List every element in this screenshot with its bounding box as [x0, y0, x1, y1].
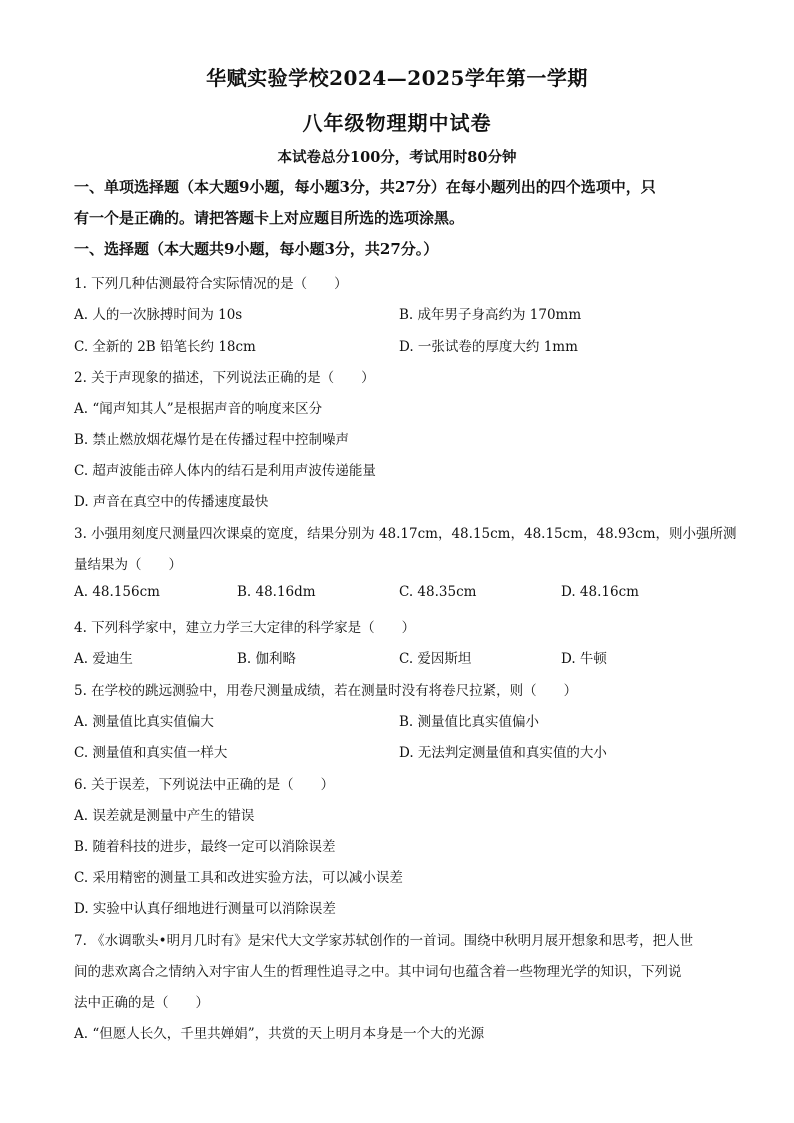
- question-1-option-b: B. 成年男子身高约为 170mm: [399, 307, 582, 323]
- question-6-stem: 6. 关于误差，下列说法中正确的是（ ）: [74, 777, 335, 793]
- question-7-stem-line-3: 法中正确的是（ ）: [74, 995, 209, 1011]
- section-instruction-line-1: 一、单项选择题（本大题9小题，每小题3分，共27分）在每小题列出的四个选项中，只: [74, 178, 656, 196]
- question-4-option-d: D. 牛顿: [561, 651, 607, 667]
- question-4-stem: 4. 下列科学家中，建立力学三大定律的科学家是（ ）: [74, 620, 416, 636]
- section-instruction-line-2: 有一个是正确的。请把答题卡上对应题目所选的选项涂黑。: [74, 209, 465, 227]
- question-1-option-c: C. 全新的 2B 铅笔长约 18cm: [74, 339, 256, 355]
- question-5-option-c: C. 测量值和真实值一样大: [74, 745, 228, 761]
- question-3-stem-line-1: 3. 小强用刻度尺测量四次课桌的宽度，结果分别为 48.17cm，48.15cm，48.15cm，48.93cm，则小强所测: [74, 526, 737, 542]
- question-3-stem-line-2: 量结果为（ ）: [74, 557, 182, 573]
- question-2-stem: 2. 关于声现象的描述，下列说法正确的是（ ）: [74, 370, 375, 386]
- question-4-option-c: C. 爱因斯坦: [399, 651, 472, 667]
- question-4-option-b: B. 伽利略: [237, 651, 297, 667]
- exam-title: 华赋实验学校2024—2025学年第一学期: [206, 66, 588, 90]
- question-2-option-d: D. 声音在真空中的传播速度最快: [74, 494, 269, 510]
- question-7-option-a: A. “但愿人长久，千里共婵娟”，共赏的天上明月本身是一个大的光源: [74, 1026, 485, 1042]
- question-6-option-c: C. 采用精密的测量工具和改进实验方法，可以减小误差: [74, 870, 403, 886]
- question-1-stem: 1. 下列几种估测最符合实际情况的是（ ）: [74, 276, 348, 292]
- question-6-option-a: A. 误差就是测量中产生的错误: [74, 808, 255, 824]
- question-5-stem: 5. 在学校的跳远测验中，用卷尺测量成绩，若在测量时没有将卷尺拉紧，则（ ）: [74, 683, 578, 699]
- question-3-option-d: D. 48.16cm: [561, 584, 639, 600]
- question-7-stem-line-1: 7. 《水调歌头•明月几时有》是宋代大文学家苏轼创作的一首词。围绕中秋明月展开想象和思考，把人世: [74, 933, 694, 949]
- question-6-option-d: D. 实验中认真仔细地进行测量可以消除误差: [74, 901, 336, 917]
- question-1-option-d: D. 一张试卷的厚度大约 1mm: [399, 339, 578, 355]
- question-6-option-b: B. 随着科技的进步，最终一定可以消除误差: [74, 839, 336, 855]
- question-2-option-c: C. 超声波能击碎人体内的结石是利用声波传递能量: [74, 463, 376, 479]
- question-3-option-a: A. 48.156cm: [74, 584, 160, 600]
- question-3-option-b: B. 48.16dm: [237, 584, 316, 600]
- question-5-option-a: A. 测量值比真实值偏大: [74, 714, 214, 730]
- exam-subtitle: 八年级物理期中试卷: [302, 111, 492, 135]
- question-4-option-a: A. 爱迪生: [74, 651, 133, 667]
- section-heading: 一、选择题（本大题共9小题，每小题3分，共27分。）: [74, 240, 439, 258]
- question-2-option-a: A. “闻声知其人”是根据声音的响度来区分: [74, 401, 323, 417]
- question-5-option-d: D. 无法判定测量值和真实值的大小: [399, 745, 607, 761]
- question-7-stem-line-2: 间的悲欢离合之情纳入对宇宙人生的哲理性追寻之中。其中词句也蕴含着一些物理光学的知识，下列说: [74, 964, 682, 980]
- question-2-option-b: B. 禁止燃放烟花爆竹是在传播过程中控制噪声: [74, 432, 350, 448]
- question-5-option-b: B. 测量值比真实值偏小: [399, 714, 540, 730]
- question-1-option-a: A. 人的一次脉搏时间为 10s: [74, 307, 243, 323]
- exam-info: 本试卷总分100分，考试用时80分钟: [277, 149, 517, 166]
- question-3-option-c: C. 48.35cm: [399, 584, 477, 600]
